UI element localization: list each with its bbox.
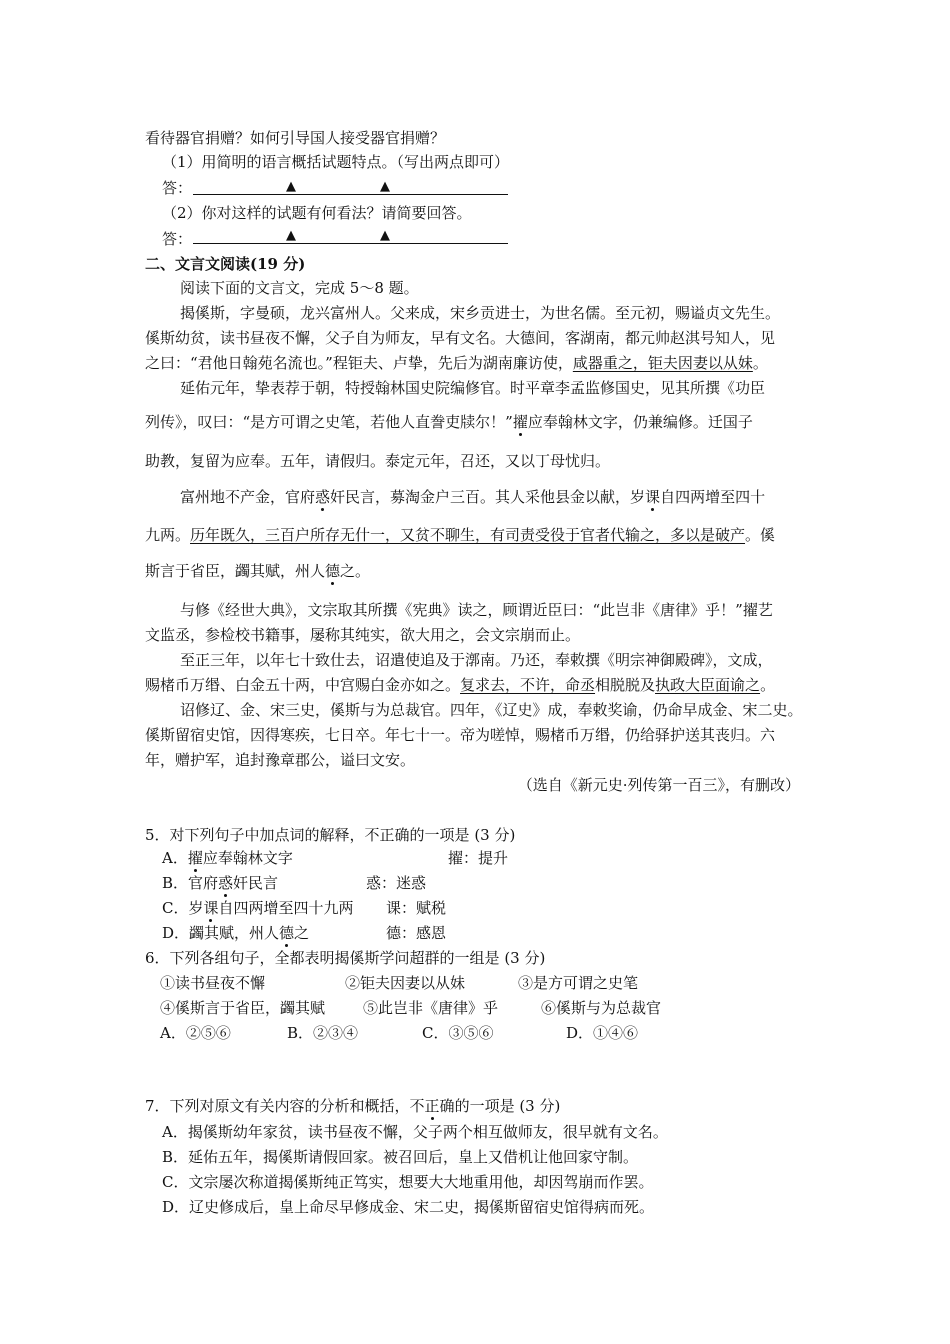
passage-text: 列传》，叹曰：“是方可谓之史笔，若他人直誊吏牍尔！” <box>145 413 513 431</box>
option-text: 应奉翰林文字 <box>202 849 293 867</box>
passage-text: 。傒 <box>745 526 776 544</box>
question-7-stem <box>145 1096 560 1116</box>
passage-line: 年，赠护军，追封豫章郡公，谥曰文安。 <box>145 751 416 769</box>
option-d: D．①④⑥ <box>566 1024 639 1042</box>
passage-text: 自四两增至四十 <box>660 488 766 506</box>
subquestion-1: （1）用简明的语言概括试题特点。（写出两点即可） <box>162 153 510 171</box>
option-a: A．②⑤⑥ <box>160 1024 231 1042</box>
option-d-explanation: 德：感恩 <box>386 924 447 942</box>
passage-line: 傒斯幼贫，读书昼夜不懈，父子自为师友，早有文名。大德间，客湖南，都元帅赵淇号知人，见 <box>145 329 776 347</box>
question-6-stem: 6．下列各组句子，全都表明揭傒斯学问超群的一组是 (3 分) <box>145 949 546 967</box>
passage-text: 应奉翰林文字，仍兼编修。迁国子 <box>527 413 753 431</box>
passage-line <box>145 412 753 432</box>
passage-line: 延佑元年，挚表荐于朝，特授翰林国史院编修官。时平章李孟监修国史，见其所撰《功臣 <box>180 379 766 397</box>
answer-line-1 <box>193 179 508 195</box>
answer-label-2: 答： <box>162 230 193 248</box>
stem-text: 的一项是 (3 分) <box>454 1097 561 1115</box>
dotted-word: 惑 <box>218 874 234 892</box>
dotted-word: 擢 <box>512 413 528 431</box>
dotted-word: 惑 <box>315 488 331 506</box>
sentence-item: ②钜夫因妻以从妹 <box>345 974 466 992</box>
triangle-marker: ▲ <box>286 179 296 194</box>
dotted-word: 德 <box>325 562 341 580</box>
triangle-marker: ▲ <box>380 228 390 243</box>
option-c <box>162 898 354 918</box>
dotted-word: 课 <box>645 488 661 506</box>
passage-line: 助教，复留为应奉。五年，请假归。泰定元年，召还，又以丁母忧归。 <box>145 452 611 470</box>
triangle-marker: ▲ <box>380 179 390 194</box>
option-label: D．蠲其赋，州人 <box>162 924 280 942</box>
option-b <box>162 873 278 893</box>
answer-line-2 <box>193 228 508 244</box>
option-b: B．②③④ <box>287 1024 359 1042</box>
option-text: 之 <box>294 924 310 942</box>
dotted-word: 德 <box>279 924 295 942</box>
answer-label-1: 答： <box>162 179 193 197</box>
option-a: A．揭傒斯幼年家贫，读书昼夜不懈，父子两个相互做师友，很早就有文名。 <box>162 1123 668 1141</box>
section-intro: 阅读下面的文言文，完成 5～8 题。 <box>180 279 419 297</box>
option-label: B．官府 <box>162 874 219 892</box>
passage-line <box>145 353 768 373</box>
option-c: C．③⑤⑥ <box>422 1024 494 1042</box>
dotted-word: 课 <box>203 899 219 917</box>
sentence-item: ①读书昼夜不懈 <box>160 974 266 992</box>
sentence-item: ⑥傒斯与为总裁官 <box>541 999 662 1017</box>
option-label: C．岁 <box>162 899 204 917</box>
passage-text: 奸民言，募淘金户三百。其人采他县金以献，岁 <box>330 488 646 506</box>
option-text: 奸民言 <box>233 874 279 892</box>
passage-line: 与修《经世大典》，文宗取其所撰《宪典》读之，顾谓近臣曰：“此岂非《唐律》乎！”擢艺 <box>180 601 773 619</box>
passage-text: 富州地不产金，官府 <box>180 488 316 506</box>
underlined-sentence: 咸器重之，钜夫因妻以从妹 <box>572 354 753 372</box>
triangle-marker: ▲ <box>286 228 296 243</box>
passage-line: 至正三年，以年七十致仕去，诏遣使追及于漷南。乃还，奉敕撰《明宗神御殿碑》，文成， <box>180 651 773 669</box>
option-b: B．延佑五年，揭傒斯请假回家。被召回后，皇上又借机让他回家守制。 <box>162 1148 639 1166</box>
passage-line: 揭傒斯，字曼硕，龙兴富州人。父来成，宋乡贡进士，为世名儒。至元初，赐谥贞文先生。 <box>180 304 781 322</box>
source-citation: （选自《新元史·列传第一百三》，有删改） <box>517 776 800 794</box>
sentence-item: ④傒斯言于省臣，蠲其赋 <box>160 999 326 1017</box>
question-text: 看待器官捐赠？如何引导国人接受器官捐赠？ <box>145 129 446 147</box>
sentence-item: ③是方可谓之史笔 <box>518 974 639 992</box>
passage-line <box>145 525 775 545</box>
passage-text: 之。 <box>340 562 371 580</box>
passage-line: 傒斯留宿史馆，因得寒疾，七日卒。年七十一。帝为嗟悼，赐楮币万缗，仍给驿护送其丧归。六 <box>145 726 776 744</box>
passage-text: 之曰：“君他日翰苑名流也。”程钜夫、卢挚，先后为湖南廉访使， <box>145 354 573 372</box>
section-heading: 二、文言文阅读(19 分) <box>145 255 306 273</box>
option-d: D．辽史修成后，皇上命尽早修成金、宋二史，揭傒斯留宿史馆得病而死。 <box>162 1198 655 1216</box>
option-a-explanation: 擢：提升 <box>448 849 509 867</box>
question-5-stem: 5．对下列句子中加点词的解释，不正确的一项是 (3 分) <box>145 826 516 844</box>
underlined-sentence: 执政大臣面谕之 <box>655 676 761 694</box>
underlined-sentence: 历年既久，三百户所存无什一，又贫不聊生，有司责受役于官者代输之，多以是破产 <box>190 526 746 544</box>
sentence-item: ⑤此岂非《唐律》乎 <box>363 999 499 1017</box>
option-d <box>162 923 309 943</box>
dotted-word: 不正确 <box>409 1097 455 1115</box>
subquestion-2: （2）你对这样的试题有何看法？请简要回答。 <box>162 204 472 222</box>
option-c-explanation: 课：赋税 <box>386 899 447 917</box>
passage-line: 文监丞，参检校书籍事，屡称其纯实，欲大用之，会文宗崩而止。 <box>145 626 581 644</box>
passage-line <box>145 561 370 581</box>
passage-text: 相脱脱及 <box>595 676 656 694</box>
stem-text: 7．下列对原文有关内容的分析和概括， <box>145 1097 410 1115</box>
option-b-explanation: 惑：迷惑 <box>366 874 427 892</box>
passage-text: 。 <box>760 676 776 694</box>
option-c: C．文宗屡次称道揭傒斯纯正笃实，想要大大地重用他，却因驾崩而作罢。 <box>162 1173 654 1191</box>
option-text: 自四两增至四十九两 <box>218 899 354 917</box>
passage-line <box>180 487 765 507</box>
passage-text: 赐楮币万缗、白金五十两，中宫赐白金亦如之。 <box>145 676 461 694</box>
passage-line <box>145 675 775 695</box>
passage-text: 。 <box>752 354 768 372</box>
passage-text: 斯言于省臣，蠲其赋，州人 <box>145 562 326 580</box>
option-a <box>162 848 293 868</box>
passage-line: 诏修辽、金、宋三史，傒斯与为总裁官。四年，《辽史》成，奉敕奖谕，仍命早成金、宋二史。 <box>180 701 803 719</box>
passage-text: 九两。 <box>145 526 191 544</box>
dotted-word: 擢 <box>187 849 203 867</box>
option-label: A． <box>162 849 188 867</box>
underlined-sentence: 复求去，不许，命丞 <box>460 676 596 694</box>
